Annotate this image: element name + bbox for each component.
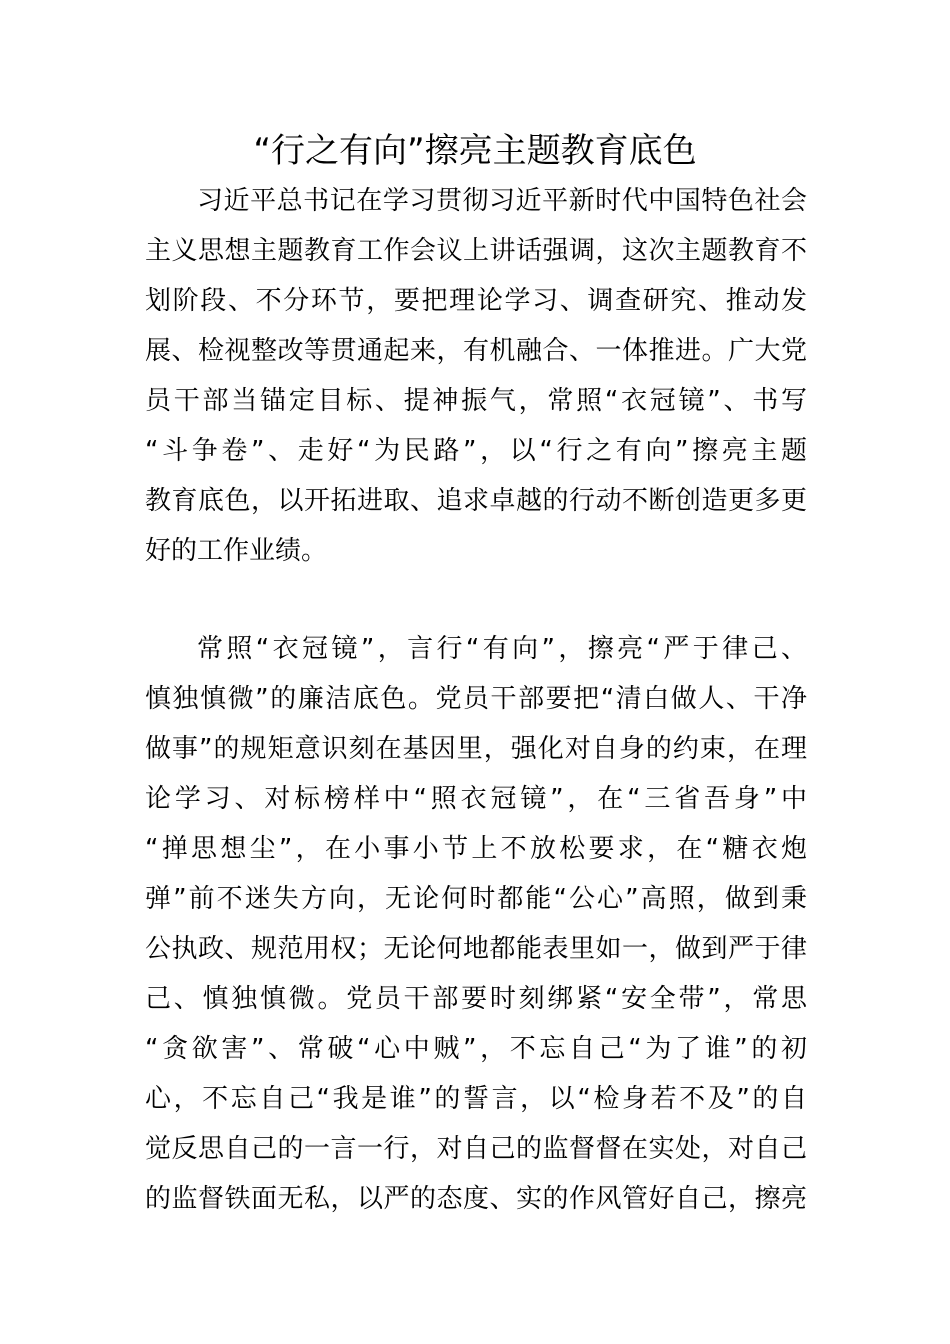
text-line: 己、慎独慎微。党员干部要时刻绑紧“安全带”，常思 [145,984,807,1014]
document-title: “行之有向”擦亮主题教育底色 [253,131,697,171]
text-line: 公执政、规范用权；无论何地都能表里如一，做到严于律 [145,934,807,964]
text-line: 弹”前不迷失方向，无论何时都能“公心”高照，做到秉 [145,884,807,914]
text-line: 展、检视整改等贯通起来，有机融合、一体推进。广大党 [145,336,807,366]
text-line: “斗争卷”、走好“为民路”，以“行之有向”擦亮主题 [145,436,807,466]
paragraph-intro [145,176,807,576]
text-line: 慎独慎微”的廉洁底色。党员干部要把“清白做人、干净 [145,684,807,714]
text-line: 教育底色，以开拓进取、追求卓越的行动不断创造更多更 [145,486,807,516]
text-line: 划阶段、不分环节，要把理论学习、调查研究、推动发 [145,286,807,316]
text-line: 觉反思自己的一言一行，对自己的监督督在实处，对自己 [145,1134,807,1164]
text-line: 心，不忘自己“我是谁”的誓言，以“检身若不及”的自 [145,1084,807,1114]
text-line: 论学习、对标榜样中“照衣冠镜”，在“三省吾身”中 [145,784,807,814]
text-line: 的监督铁面无私，以严的态度、实的作风管好自己，擦亮 [145,1184,807,1214]
paragraph-integrity [145,624,807,1224]
text-line: 主义思想主题教育工作会议上讲话强调，这次主题教育不 [145,236,807,266]
text-line: 做事”的规矩意识刻在基因里，强化对自身的约束，在理 [145,734,807,764]
text-line: “贪欲害”、常破“心中贼”，不忘自己“为了谁”的初 [145,1034,807,1064]
text-line: 常照“衣冠镜”，言行“有向”，擦亮“严于律己、 [197,634,807,664]
text-line: 员干部当锚定目标、提神振气，常照“衣冠镜”、书写 [145,386,807,416]
text-line: 习近平总书记在学习贯彻习近平新时代中国特色社会 [197,186,807,216]
text-line: “掸思想尘”，在小事小节上不放松要求，在“糖衣炮 [145,834,807,864]
text-line: 好的工作业绩。 [145,536,328,566]
